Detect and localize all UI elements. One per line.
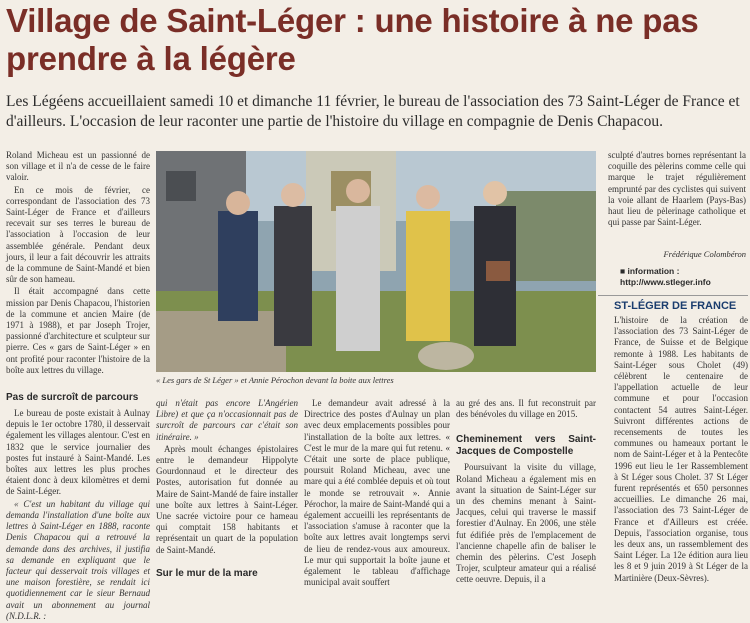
paragraph: Poursuivant la visite du village, Roland Micheau a également mis en avant la situation de Saint-Léger sur un des chemins menant à Saint-Jacques, celui qui traverse le massif forestier d'Aulnay. En 2006, une stèle fut édifiée près de l'emplacement de l'ancienne chapelle afin de baliser le chemin des pèlerins. C'est Joseph Trojer, sculpteur amateur qui a réalisé cette oeuvre. Depuis, il a [456,462,596,585]
author-byline: Frédérique Colombéron [663,249,746,259]
paragraph: En ce mois de février, ce correspondant de l'association des 73 Saint-Léger de France et d'ailleurs recevait sur ses terres le bureau de l'association à l'occasion de leur assemblée générale. Pendant deux jours, il leur a fait découvrir les attraits de la commune de Saint-Mandé et bien sûr de son hameau. [6,184,150,285]
article-column-1 [6,150,150,623]
paragraph: sculpté d'autres bornes représentant la coquille des pèlerins comme celle qui marque le trajet régulièrement emprunté par des cyclistes qui suivent la voie allant de Haarlem (Pays-Bas) haut lieu de pèlerinage catholique et qui passe par Saint-Léger. [608,150,746,228]
subheading: Cheminement vers Saint-Jacques de Compostelle [456,434,596,458]
photo-caption: « Les gars de St Léger » et Annie Pérochon devant la boite aux lettres [156,375,394,385]
article-lede: Les Légéens accueillaient samedi 10 et dimanche 11 février, le bureau de l'association des 73 Saint-Léger de France et d'ailleurs. L'occasion de leur raconter une partie de l'histoire du village en compagnie de Denis Chapacou. [6,93,740,130]
paragraph: qui n'était pas encore L'Angérien Libre) et que ça n'occasionnait pas de surcroît de parcours car c'était son itinéraire. » [156,398,298,442]
info-link[interactable]: ■ information : http://www.stleger.info [620,266,711,287]
paragraph: Après moult échanges épistolaires entre le demandeur Hippolyte Gourdonnaud et le directeur des Postes, autorisation fut donnée au Maire de Saint-Mandé de faire installer une boîte aux lettres à Saint-Léger. Une sacrée victoire pour ce hameau qui comptait 158 habitants et représentait un quart de la population de Saint-Mandé. [156,443,298,555]
group-photo-illustration [156,151,596,372]
paragraph: Il était accompagné dans cette mission par Denis Chapacou, l'historien de la commune et ancien Maire (de 1971 à 1988), et par Joseph Trojer, passionné d'architecture et sculpteur sur pierre. Ces « gars de Saint-Léger » en ont profité pour raconter l'histoire de la boîte aux lettres du village. [6,286,150,375]
paragraph: au gré des ans. Il fut reconstruit par des bénévoles du village en 2015. [456,398,596,420]
paragraph: Roland Micheau est un passionné de son village et il n'a de cesse de le faire valoir. [6,150,150,183]
subheading: Pas de surcroît de parcours [6,392,139,404]
sidebar-box [614,300,748,584]
article-photo [156,151,596,372]
subheading: Sur le mur de la mare [156,567,258,579]
article-column-5 [608,150,746,229]
paragraph: Le bureau de poste existait à Aulnay depuis le 1er octobre 1780, il desservait également les villages alentour. C'est en 1832 que le service journalier des postes fut instauré à Saint-Mandé. Les boîtes aux lettres les plus proches étaient donc à deux kilomètres et demi de Saint-Léger. [6,408,150,497]
article-column-3 [304,398,450,589]
paragraph: Le demandeur avait adressé à la Directrice des postes d'Aulnay un plan avec deux emplacements possibles pour l'installation de la boîte aux lettres. « C'est le mur de la mare qui fut retenu. « C'était une sorte de place publique, poursuit Roland Micheau, avec une mare qui a été comblée depuis et où tout le monde se retrouvait ». Annie Pérochor, la maire de Saint-Mandé qui a également accueilli les représentants de l'association s'amuse à raconter que la boîte aux lettres avait longtemps servi de lieu de rendez-vous aux amoureux. Le mur qui supportait la boîte jaune et également le tableau d'affichage municipal avait souffert [304,398,450,588]
divider [598,295,748,296]
paragraph: « C'est un habitant du village qui demanda l'installation d'une boîte aux lettres à Saint-Léger en 1888, raconte Denis Chapacou qui a retrouvé la demande dans des archives, il justifia sa demande en expliquant que le facteur qui desservait trois villages et une maison forestière, se rendait ici quotidiennement car le sieur Bernaud avait un abonnement au journal (N.D.L.R. : [6,498,150,621]
article-column-4 [456,398,596,587]
sidebar-text: L'histoire de la création de l'association des 73 Saint-Léger de France, de Suisse et de Belgique remonte à 1988. Les habitants de Saint-Léger sous Cholet (49) célèbrent le centenaire de l'appellation actuelle de leur commune et pour l'occasion contactent 54 autres Saint-Léger. Suivront différentes actions de recensements de toutes les communes ou hameaux portant le nom de Saint-Léger et à la Pentecôte 1996 eut lieu le 1er Rassemblement à St Léger sous Cholet. 37 St Léger furent représentés et 650 personnes accueillies. Le dimanche 26 mai, l'association des 73 Saint-Léger de France et d'Ailleurs est créée. Depuis, l'association organise, tous les deux ans, un rassemblement des Saint Léger. La 12e édition aura lieu les 8 et 9 juin 2019 à St Léger de la Martinière (Deux-Sèvres). [614,315,748,583]
article-column-2 [156,398,298,584]
sidebar-title: ST-LÉGER DE FRANCE [614,300,737,312]
article-headline: Village de Saint-Léger : une histoire à ne pas prendre à la légère [6,2,699,77]
